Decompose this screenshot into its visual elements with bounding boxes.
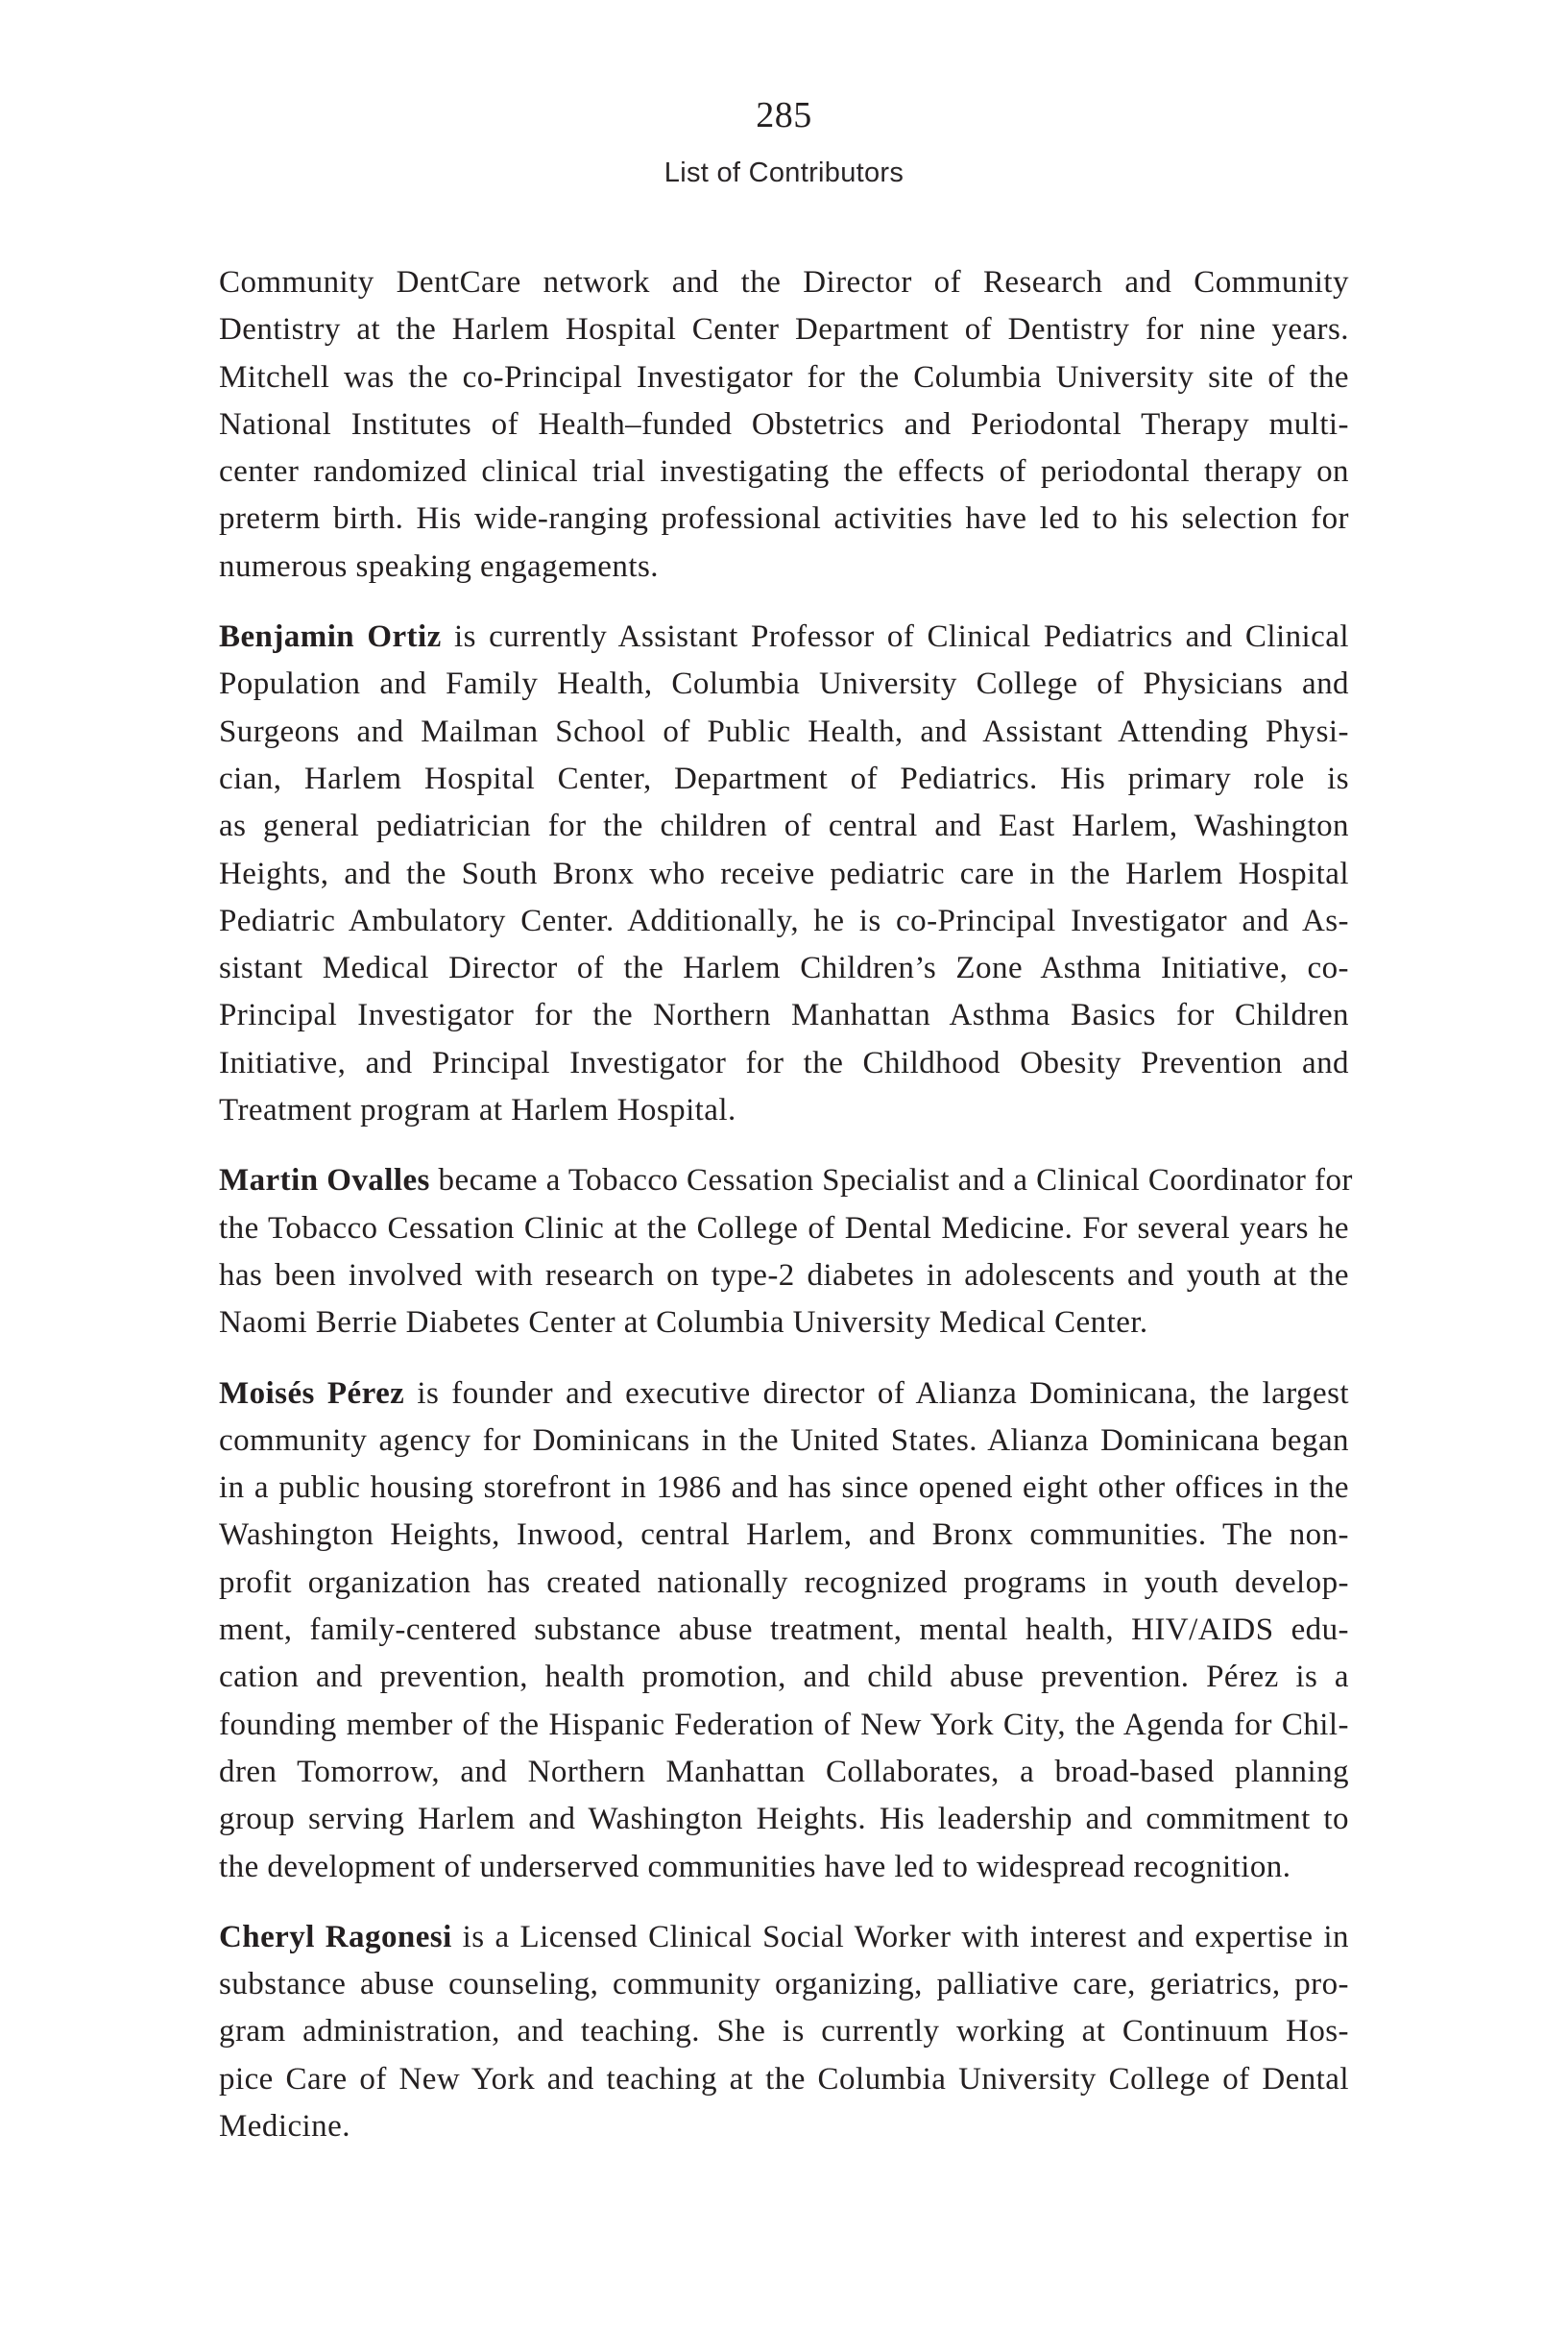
text-run: is currently Assistant Professor of Clinical Pediatrics and Clinical — [441, 619, 1349, 655]
contributor-name: Cheryl Ragonesi — [219, 1919, 452, 1954]
text-run: is a Licensed Clinical Social Worker with interest and expertise in — [451, 1919, 1349, 1954]
text-line — [219, 1370, 1349, 1418]
text-line: group serving Harlem and Washington Heights. His leadership and commitment to — [219, 1802, 1349, 1837]
text-line: preterm birth. His wide-ranging professional activities have led to his selection for — [219, 501, 1349, 537]
text-line: Dentistry at the Harlem Hospital Center Department of Dentistry for nine years. — [219, 312, 1349, 348]
text-line: Heights, and the South Bronx who receive pediatric care in the Harlem Hospital — [219, 856, 1349, 891]
text-line: Population and Family Health, Columbia University College of Physicians and — [219, 667, 1349, 702]
text-line: profit organization has created nationally recognized programs in youth develop- — [219, 1564, 1349, 1600]
text-line: has been involved with research on type-2 diabetes in adolescents and youth at the — [219, 1257, 1349, 1293]
text-line — [219, 1914, 1349, 1961]
running-head: List of Contributors — [663, 158, 905, 188]
text-line: Principal Investigator for the Northern Manhattan Asthma Basics for Children — [219, 998, 1349, 1033]
text-line: Pediatric Ambulatory Center. Additionally, he is co-Principal Investigator and As- — [219, 903, 1349, 938]
text-line — [219, 1157, 1353, 1204]
text-line: Medicine. — [219, 2108, 350, 2144]
text-line: gram administration, and teaching. She is currently working at Continuum Hos- — [219, 2014, 1349, 2049]
text-line: founding member of the Hispanic Federation of New York City, the Agenda for Chil- — [219, 1707, 1349, 1742]
text-line: the development of underserved communities have led to widespread recognition. — [219, 1849, 1291, 1884]
text-line: cian, Harlem Hospital Center, Department of Pediatrics. His primary role is — [219, 761, 1349, 796]
contributor-name: Benjamin Ortiz — [219, 619, 442, 655]
text-line: the Tobacco Cessation Clinic at the College of Dental Medicine. For several years he — [219, 1210, 1349, 1246]
contributor-paragraph-ragonesi — [219, 1914, 1349, 2150]
text-line: Naomi Berrie Diabetes Center at Columbia University Medical Center. — [219, 1305, 1148, 1341]
text-line: ment, family-centered substance abuse treatment, mental health, HIV/AIDS edu- — [219, 1612, 1349, 1648]
text-line: Washington Heights, Inwood, central Harlem, and Bronx communities. The non- — [219, 1517, 1349, 1553]
text-line: center randomized clinical trial investigating the effects of periodontal therapy on — [219, 454, 1349, 490]
text-line: as general pediatrician for the children of central and East Harlem, Washington — [219, 809, 1349, 844]
text-line: community agency for Dominicans in the United States. Alianza Dominicana began — [219, 1422, 1349, 1458]
contributor-paragraph-ortiz — [219, 614, 1349, 1134]
text-run: became a Tobacco Cessation Specialist and a Clinical Coordinator for — [429, 1163, 1353, 1199]
page-number: 285 — [756, 95, 812, 135]
text-line: Surgeons and Mailman School of Public Health, and Assistant Attending Physi- — [219, 714, 1349, 749]
text-line: sistant Medical Director of the Harlem Children’s Zone Asthma Initiative, co- — [219, 951, 1349, 986]
contributor-name: Moisés Pérez — [219, 1375, 405, 1411]
text-line: substance abuse counseling, community organizing, palliative care, geriatrics, pro- — [219, 1967, 1349, 2002]
text-run: is founder and executive director of Alianza Dominicana, the largest — [404, 1375, 1350, 1411]
text-line: in a public housing storefront in 1986 and has since opened eight other offices in the — [219, 1470, 1349, 1506]
text-line: numerous speaking engagements. — [219, 548, 659, 584]
text-line: Mitchell was the co-Principal Investigator for the Columbia University site of the — [219, 359, 1349, 395]
text-line: Community DentCare network and the Director of Research and Community — [219, 265, 1349, 300]
text-line: cation and prevention, health promotion, and child abuse prevention. Pérez is a — [219, 1660, 1349, 1695]
contributor-paragraph-perez — [219, 1370, 1349, 1891]
text-line: Treatment program at Harlem Hospital. — [219, 1093, 736, 1128]
text-line: dren Tomorrow, and Northern Manhattan Collaborates, a broad-based planning — [219, 1754, 1349, 1789]
contributor-paragraph-mitchell-continued — [219, 259, 1349, 591]
text-line — [219, 614, 1349, 661]
contributor-name: Martin Ovalles — [219, 1163, 430, 1199]
contributors-body — [219, 259, 1353, 2173]
contributor-paragraph-ovalles — [219, 1157, 1353, 1346]
text-line: National Institutes of Health–funded Obstetrics and Periodontal Therapy multi- — [219, 406, 1349, 442]
text-line: pice Care of New York and teaching at the Columbia University College of Dental — [219, 2061, 1349, 2097]
text-line: Initiative, and Principal Investigator for the Childhood Obesity Prevention and — [219, 1045, 1349, 1080]
